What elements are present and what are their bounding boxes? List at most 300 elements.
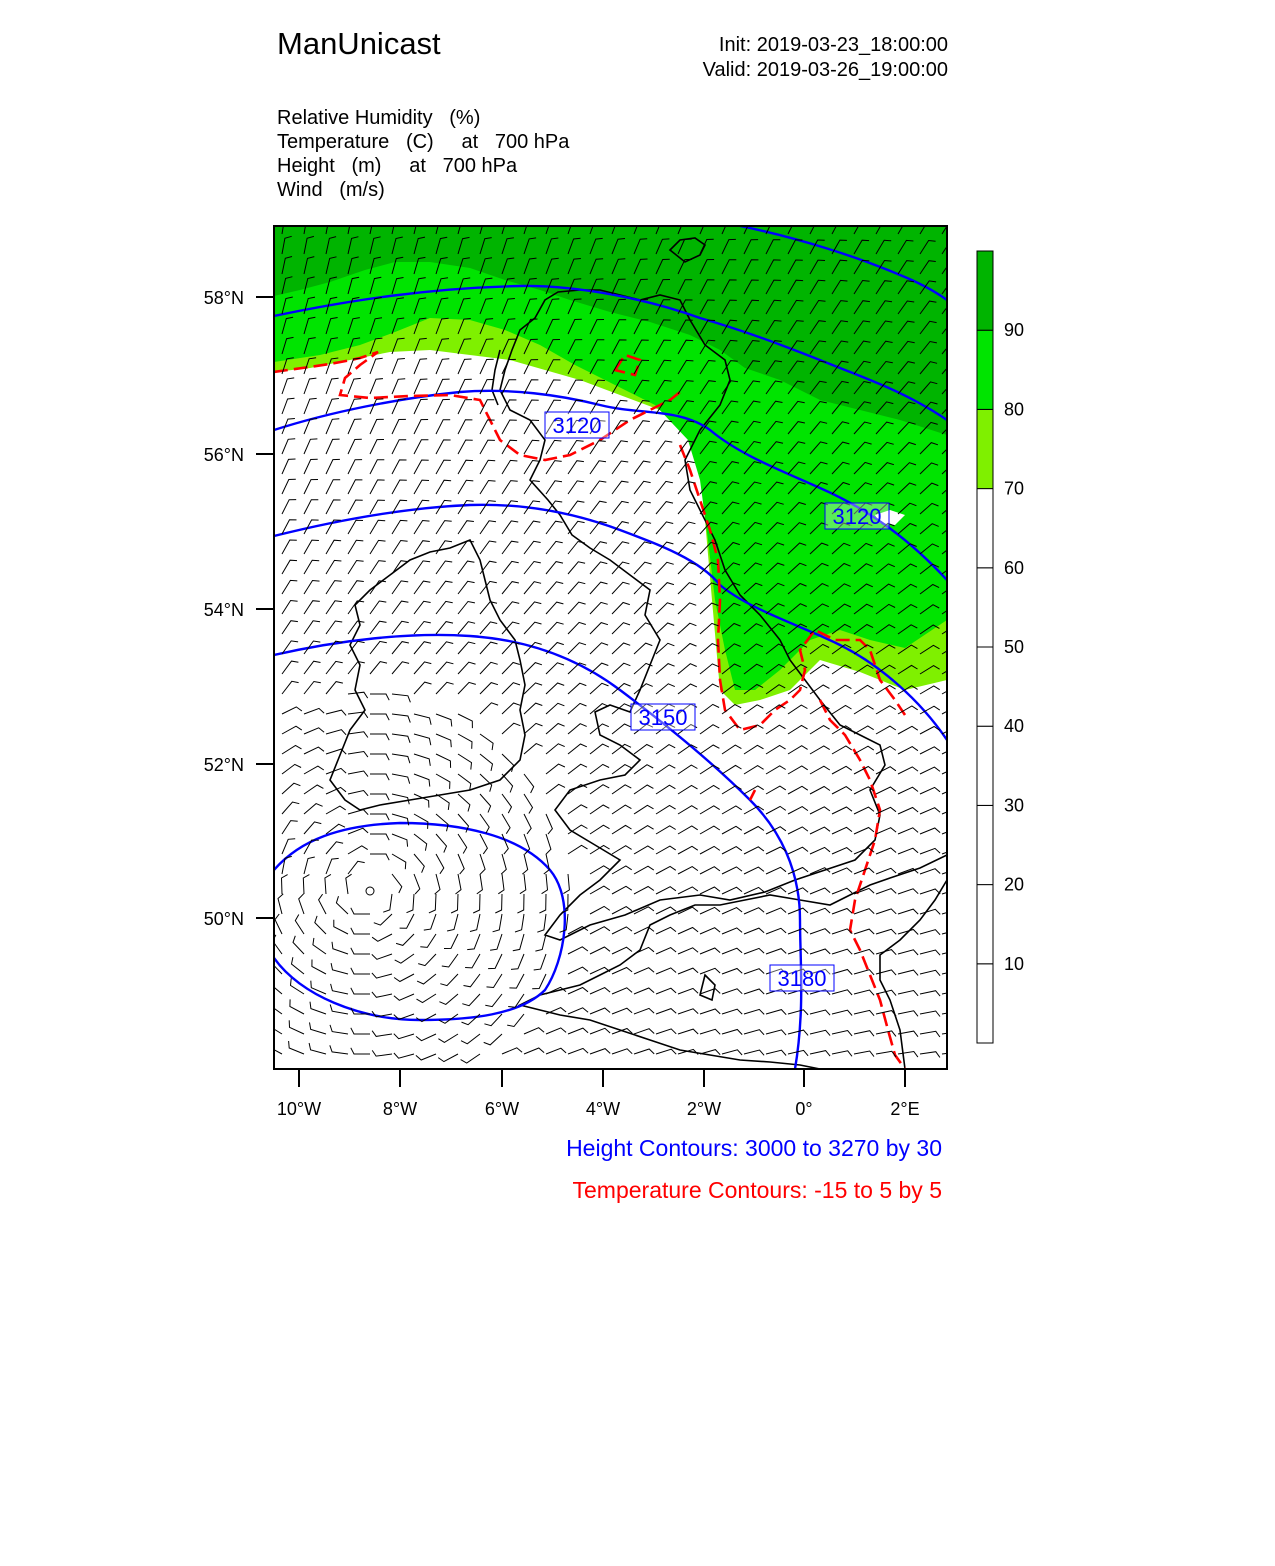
wind-barb	[524, 541, 541, 554]
wind-barb	[392, 754, 410, 763]
wind-barb	[722, 847, 742, 854]
wind-barb	[876, 767, 896, 774]
wind-barb	[656, 866, 676, 874]
wind-barb	[480, 481, 496, 495]
wind-barb	[700, 664, 719, 674]
wind-barb	[546, 541, 563, 554]
wind-barb	[744, 908, 764, 914]
wind-barb	[920, 1031, 940, 1037]
wind-barb	[458, 834, 467, 854]
wind-barb	[326, 806, 346, 814]
wind-barb	[700, 644, 719, 654]
wind-barb	[278, 894, 283, 914]
wind-barb	[507, 1014, 524, 1027]
wind-barb	[612, 663, 630, 674]
wind-barb	[304, 500, 318, 514]
wind-barb	[590, 643, 608, 654]
wind-barb	[788, 949, 808, 954]
wind-barb	[612, 886, 632, 894]
wind-barb	[546, 683, 564, 694]
wind-barb	[634, 1049, 654, 1054]
wind-barb	[392, 601, 408, 614]
wind-barb	[942, 686, 962, 694]
wind-barb	[374, 914, 392, 925]
wind-barb	[810, 1010, 830, 1015]
wind-barb	[942, 869, 962, 874]
wind-barb	[436, 359, 449, 374]
wind-barb	[414, 622, 431, 635]
wind-barb	[568, 1048, 588, 1054]
wind-barb	[458, 501, 474, 515]
wind-barb	[348, 712, 368, 718]
wind-barb	[590, 562, 607, 574]
wind-barb	[414, 359, 427, 374]
wind-barb	[766, 806, 786, 814]
wind-barb	[502, 521, 518, 534]
wind-barb	[348, 581, 364, 594]
wind-barb	[612, 927, 632, 934]
wind-barb	[788, 868, 808, 875]
wind-barb	[442, 954, 458, 967]
wind-barb	[458, 561, 474, 574]
wind-barb	[678, 482, 695, 494]
wind-barb	[568, 1008, 588, 1014]
wind-barb	[832, 787, 852, 794]
latitude-axis	[256, 297, 274, 918]
wind-barb	[351, 908, 370, 914]
wind-barb	[722, 1030, 742, 1035]
wind-barb	[304, 621, 320, 634]
wind-barb	[590, 1049, 610, 1054]
wind-barb	[524, 602, 541, 614]
wind-barb	[282, 398, 295, 414]
wind-barb	[348, 500, 363, 514]
wind-barb	[546, 724, 565, 735]
wind-barb	[524, 814, 531, 834]
wind-barb	[612, 724, 631, 734]
wind-barb	[634, 481, 651, 494]
wind-barb	[898, 1011, 918, 1017]
wind-barb	[766, 1030, 786, 1035]
field-height: Height (m) at 700 hPa	[277, 155, 518, 177]
wind-barb	[480, 683, 498, 694]
wind-barb	[458, 440, 473, 454]
wind-barb	[282, 745, 302, 754]
wind-barb	[854, 746, 874, 754]
wind-barb	[436, 521, 452, 534]
colorbar-label: 80	[1004, 399, 1025, 420]
wind-barb	[656, 785, 675, 794]
wind-barb	[942, 727, 962, 734]
wind-barb	[524, 774, 534, 793]
wind-barb	[612, 623, 630, 634]
wind-barb	[456, 874, 462, 894]
wind-barb	[656, 1029, 676, 1034]
wind-barb	[348, 480, 362, 494]
wind-barb	[612, 461, 628, 474]
wind-barb	[334, 920, 348, 934]
wind-barb	[348, 399, 361, 414]
wind-barb	[392, 714, 410, 723]
wind-barb	[590, 582, 608, 594]
wind-barb	[436, 854, 444, 874]
wind-barb	[854, 685, 874, 694]
wind-barb	[372, 1011, 392, 1017]
lon-label: 2°W	[686, 1099, 722, 1119]
wind-barb	[416, 1054, 436, 1060]
wind-barb	[326, 749, 346, 754]
wind-barb	[898, 950, 918, 955]
wind-barb	[634, 1029, 654, 1034]
wind-barb	[568, 988, 588, 995]
wind-barb	[304, 708, 324, 714]
wind-barb	[414, 521, 430, 535]
wind-barb	[832, 868, 852, 874]
wind-barb	[920, 909, 940, 914]
wind-barb	[522, 854, 527, 874]
wind-barb	[744, 1050, 764, 1055]
wind-barb	[304, 747, 324, 754]
colorbar-label: 20	[1004, 874, 1025, 895]
wind-barb	[436, 561, 452, 574]
wind-barb	[436, 581, 453, 594]
wind-barb	[268, 1019, 282, 1034]
wind-barb	[634, 745, 653, 755]
wind-barb	[458, 794, 470, 812]
wind-barb	[436, 662, 453, 674]
wind-barb	[400, 914, 414, 928]
wind-barb	[568, 744, 587, 754]
wind-barb	[458, 359, 472, 374]
wind-barb	[766, 746, 786, 755]
wind-barb	[634, 522, 651, 534]
wind-barb	[832, 685, 851, 694]
wind-barb	[854, 949, 874, 954]
wind-barb	[372, 1050, 392, 1056]
wind-barb	[436, 734, 451, 747]
wind-barb	[634, 623, 652, 634]
wind-barb	[451, 894, 458, 913]
wind-barb	[326, 459, 340, 474]
wind-barb	[435, 874, 440, 894]
wind-barb	[290, 999, 304, 1014]
wind-barb	[436, 601, 453, 614]
wind-barb	[876, 889, 896, 894]
wind-barb	[568, 825, 587, 834]
wind-barb	[590, 988, 610, 994]
wind-barb	[440, 974, 458, 986]
wind-barb	[480, 460, 495, 474]
wind-barb	[810, 807, 830, 814]
wind-barb	[744, 948, 764, 954]
map-plot-area	[268, 216, 962, 1069]
wind-barb	[634, 562, 652, 574]
wind-barb	[612, 582, 630, 594]
wind-barb	[414, 581, 430, 594]
field-temperature: Temperature (C) at 700 hPa	[277, 131, 570, 153]
wind-barb	[568, 380, 583, 394]
wind-barb	[942, 930, 962, 935]
wind-barb	[370, 854, 389, 860]
wind-barb	[656, 562, 674, 574]
wind-barb	[326, 480, 340, 494]
wind-barb	[502, 794, 512, 813]
wind-barb	[282, 821, 298, 834]
colorbar-label: 90	[1004, 320, 1025, 341]
wind-barb	[546, 1048, 566, 1054]
wind-barb	[568, 622, 586, 634]
wind-barb	[546, 814, 552, 834]
wind-barb	[524, 440, 539, 454]
wind-barb	[634, 927, 654, 934]
wind-barb	[788, 929, 808, 935]
wind-barb	[854, 909, 874, 914]
lon-label: 0°	[795, 1099, 813, 1119]
wind-barb	[590, 805, 609, 814]
wind-barb	[678, 846, 698, 854]
lat-label: 56°N	[203, 445, 244, 465]
wind-barb	[517, 894, 524, 913]
wind-barb	[590, 461, 606, 474]
wind-barb	[420, 934, 436, 947]
wind-barb	[392, 734, 410, 743]
wind-barb	[480, 774, 492, 792]
wind-barb	[678, 1029, 698, 1034]
wind-barb	[942, 828, 962, 834]
wind-barb	[832, 766, 852, 774]
wind-barb	[568, 582, 585, 594]
wind-barb	[436, 774, 450, 789]
wind-barb	[678, 928, 698, 935]
wind-barb	[348, 520, 363, 534]
wind-barb	[524, 723, 543, 734]
colorbar-swatch	[977, 409, 993, 488]
wind-barb	[722, 745, 741, 754]
wind-barb	[502, 501, 518, 514]
wind-barb	[832, 706, 852, 715]
wind-barb	[612, 866, 632, 874]
wind-barb	[876, 929, 896, 934]
wind-barb	[370, 358, 383, 374]
wind-barb	[304, 804, 323, 814]
wind-barb	[656, 441, 672, 454]
wind-barb	[854, 1031, 874, 1037]
wind-barb	[326, 601, 342, 614]
wind-barb	[395, 954, 414, 963]
wind-barb	[372, 1031, 392, 1037]
wind-barb	[634, 805, 654, 814]
wind-barb	[282, 560, 297, 574]
wind-barb	[513, 934, 524, 951]
wind-barb	[832, 1010, 852, 1015]
wind-barb	[942, 788, 962, 794]
wind-barb	[304, 785, 323, 794]
wind-barb	[436, 642, 453, 654]
wind-barb	[656, 522, 673, 534]
wind-barb	[656, 664, 675, 674]
lat-label: 54°N	[203, 600, 244, 620]
wind-barb	[458, 642, 475, 654]
wind-barb	[942, 1011, 962, 1017]
wind-barb	[447, 914, 458, 931]
wind-barb	[524, 794, 533, 814]
wind-barb	[480, 622, 497, 634]
wind-barb	[326, 378, 339, 394]
wind-barb	[414, 714, 431, 725]
wind-barb	[898, 767, 918, 774]
wind-barb	[920, 808, 940, 814]
wind-barb	[876, 970, 896, 975]
wind-barb	[744, 847, 764, 854]
wind-barb	[436, 420, 450, 434]
wind-barb	[502, 420, 517, 434]
wind-barb	[392, 642, 409, 654]
wind-barb	[920, 991, 940, 996]
wind-barb	[634, 502, 651, 515]
wind-barb	[854, 929, 874, 934]
wind-barb	[392, 854, 406, 869]
wind-barb	[326, 581, 342, 594]
wind-barb	[854, 726, 874, 734]
wind-barb	[370, 694, 389, 700]
wind-barb	[436, 480, 451, 494]
wind-barb	[436, 794, 449, 810]
wind-barb	[788, 908, 808, 914]
wind-barb	[810, 908, 830, 914]
colorbar-swatch	[977, 726, 993, 805]
wind-barb	[348, 540, 363, 554]
wind-barb	[458, 774, 471, 791]
wind-barb	[502, 561, 519, 574]
wind-barb	[392, 662, 409, 674]
wind-barb	[678, 502, 695, 514]
wind-barb	[590, 501, 607, 514]
wind-barb	[319, 894, 326, 914]
wind-barb	[465, 954, 480, 968]
wind-barb	[612, 501, 629, 514]
wind-barb	[700, 826, 720, 834]
wind-barb	[634, 684, 653, 694]
wind-barb	[700, 948, 720, 954]
wind-barb	[326, 439, 340, 454]
wind-barb	[392, 581, 408, 594]
wind-barb	[480, 541, 496, 554]
wind-barb	[546, 703, 564, 714]
wind-barb	[700, 968, 720, 974]
wind-barb	[700, 907, 720, 914]
wind-barb	[920, 767, 940, 774]
wind-barb	[678, 583, 696, 594]
colorbar-swatch	[977, 330, 993, 409]
wind-barb	[656, 765, 675, 774]
wind-barb	[515, 914, 524, 932]
wind-barb	[656, 461, 673, 474]
wind-barb	[700, 989, 720, 994]
wind-barb	[458, 581, 475, 594]
wind-barb	[458, 460, 473, 474]
wind-barb	[656, 806, 676, 815]
wind-barb	[700, 1029, 720, 1034]
wind-barb	[876, 746, 896, 754]
wind-barb	[524, 683, 542, 694]
wind-barb	[656, 623, 674, 634]
wind-barb	[417, 974, 436, 984]
wind-barb	[678, 684, 697, 694]
wind-barb	[501, 854, 506, 874]
wind-barb	[330, 1025, 348, 1034]
wind-barb	[766, 786, 786, 794]
wind-barb	[546, 602, 563, 614]
wind-barb	[282, 802, 299, 814]
wind-barb	[392, 621, 409, 634]
wind-barb	[590, 906, 610, 914]
wind-barb	[370, 621, 387, 634]
wind-barb	[282, 439, 295, 454]
wind-barb	[722, 826, 742, 834]
wind-barb	[656, 1009, 676, 1014]
wind-barb	[331, 984, 348, 994]
wind-barb	[634, 421, 650, 434]
wind-barb	[546, 744, 565, 754]
wind-barb	[744, 989, 764, 994]
wind-barb	[612, 785, 631, 794]
wind-barb	[876, 909, 896, 914]
wind-barb	[392, 460, 407, 474]
wind-barb	[678, 563, 696, 575]
wind-barb	[326, 858, 339, 874]
wind-barb	[656, 421, 672, 434]
wind-barb	[546, 622, 564, 634]
wind-barb	[282, 580, 297, 594]
wind-barb	[810, 847, 830, 854]
wind-barb	[436, 754, 451, 768]
wind-barb	[810, 766, 830, 774]
wind-barb	[612, 643, 630, 654]
wind-barb	[898, 970, 918, 975]
wind-barb	[568, 1028, 588, 1034]
wind-barb	[464, 974, 481, 987]
wind-barb	[524, 663, 542, 674]
wind-barb	[534, 954, 546, 970]
wind-barb	[282, 621, 298, 634]
wind-barb	[546, 834, 551, 854]
colorbar-label: 70	[1004, 478, 1025, 499]
wind-barb	[414, 561, 430, 574]
wind-barb	[370, 460, 384, 474]
wind-barb	[326, 419, 339, 434]
colorbar-swatch	[977, 964, 993, 1043]
lon-label: 2°E	[890, 1099, 920, 1119]
lon-label: 6°W	[484, 1099, 520, 1119]
wind-barb	[612, 1008, 632, 1014]
wind-barb	[634, 866, 654, 874]
wind-barb	[722, 928, 742, 934]
wind-barb	[612, 947, 632, 954]
colorbar-label: 40	[1004, 716, 1025, 737]
wind-barb	[480, 754, 493, 771]
wind-barb	[370, 419, 384, 434]
wind-barb	[744, 969, 764, 974]
wind-barb	[898, 747, 918, 754]
wind-barb	[336, 896, 348, 914]
wind-barb	[722, 765, 742, 774]
wind-barb	[383, 894, 392, 912]
wind-barb	[392, 694, 410, 702]
init-time: Init: 2019-03-23_18:00:00	[718, 34, 948, 56]
wind-barb	[331, 963, 348, 974]
wind-barb	[346, 874, 352, 894]
wind-barb	[502, 460, 517, 474]
